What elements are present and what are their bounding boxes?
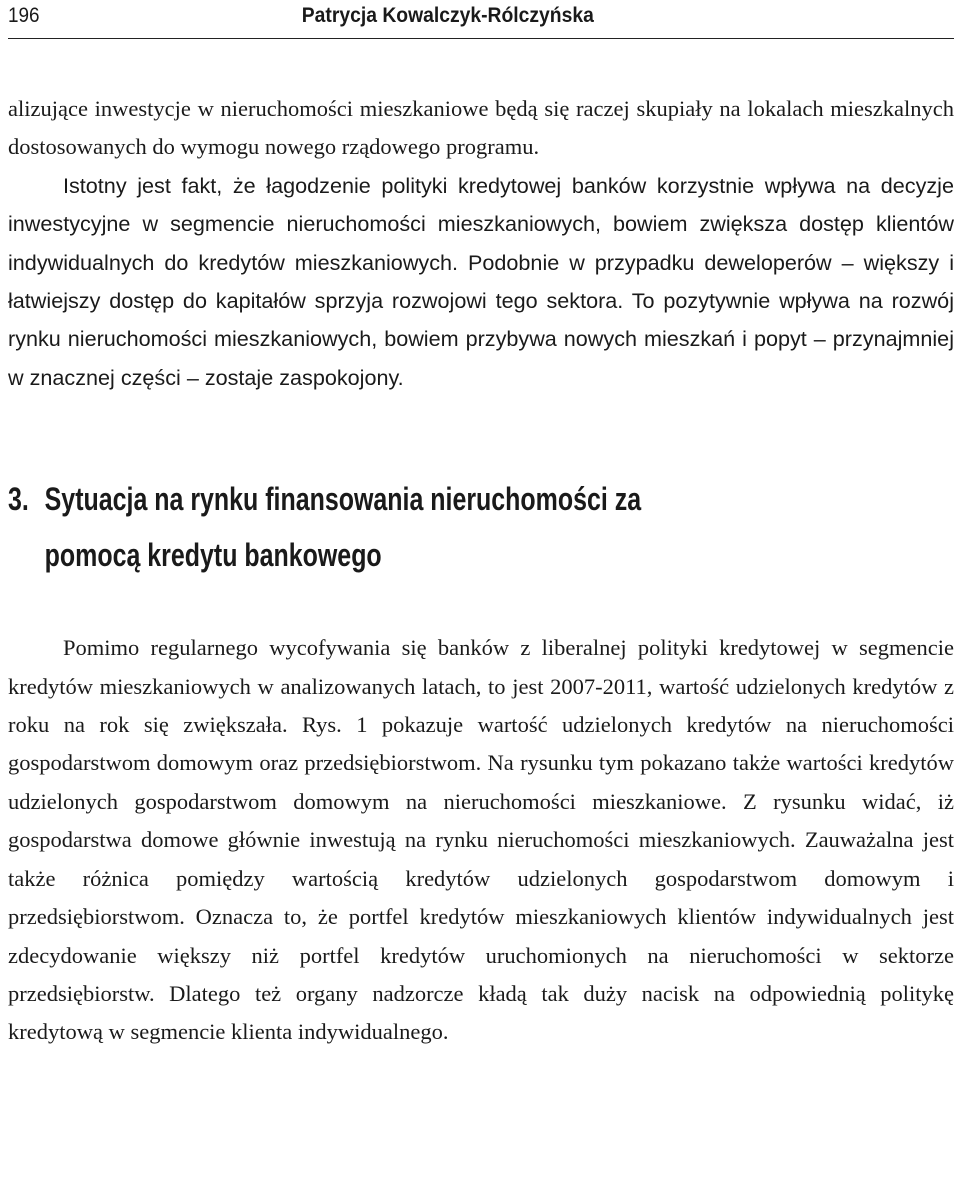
page-number: 196	[8, 4, 40, 27]
document-page	[8, 0, 954, 1052]
running-header-author: Patrycja Kowalczyk-Rólczyńska	[301, 4, 594, 27]
paragraph-section-3: Pomimo regularnego wycofywania się banków z liberalnej polityki kredytowej w segmencie kredytów mieszkaniowych w analizowanych latach, to jest 2007-2011, wartość udzielonych kredytów z roku na rok się zwiększała. Rys. 1 pokazuje wartość udzielonych kredytów na nieruchomości gospodarstwom domowym oraz przedsiębiorstwom. Na rysunku tym pokazano także wartości kredytów udzielonych gospodarstwom domowym na nieruchomości mieszkaniowe. Z rysunku widać, iż gospodarstwa domowe głównie inwestują na rynku nieruchomości mieszkaniowych. Zauważalna jest także różnica pomiędzy wartością kredytów udzielonych gospodarstwom domowym i przedsiębiorstwom. Oznacza to, że portfel kredytów mieszkaniowych klientów indywidualnych jest zdecydowanie większy niż portfel kredytów uruchomionych na nieruchomości w sektorze przedsiębiorstw. Dlatego też organy nadzorcze kładą tak duży nacisk na odpowiednią politykę kredytową w segmencie klienta indywidualnego.	[8, 635, 954, 1045]
section-number: 3.	[8, 481, 29, 518]
running-header	[8, 0, 954, 39]
section-title: Sytuacja na rynku finansowania nieruchomości za pomocą kredytu bankowego	[44, 481, 642, 574]
section-heading	[8, 471, 928, 583]
paragraph-credit-policy: Istotny jest fakt, że łagodzenie polityki kredytowej banków korzystnie wpływa na decyzje inwestycyjne w segmencie nieruchomości mieszkaniowych, bowiem zwiększa dostęp klientów indywidualnych do kredytów mieszkaniowych. Podobnie w przypadku deweloperów – większy i łatwiejszy dostęp do kapitałów sprzyja rozwojowi tego sektora. To pozytywnie wpływa na rozwój rynku nieruchomości mieszkaniowych, bowiem przybywa nowych mieszkań i popyt – przynajmniej w znacznej części – zostaje zaspokojony.	[8, 172, 954, 390]
paragraph-continuation: alizujące inwestycje w nieruchomości mieszkaniowe będą się raczej skupiały na lokalach mieszkalnych dostosowanych do wymogu nowego rządowego programu.	[8, 96, 954, 160]
